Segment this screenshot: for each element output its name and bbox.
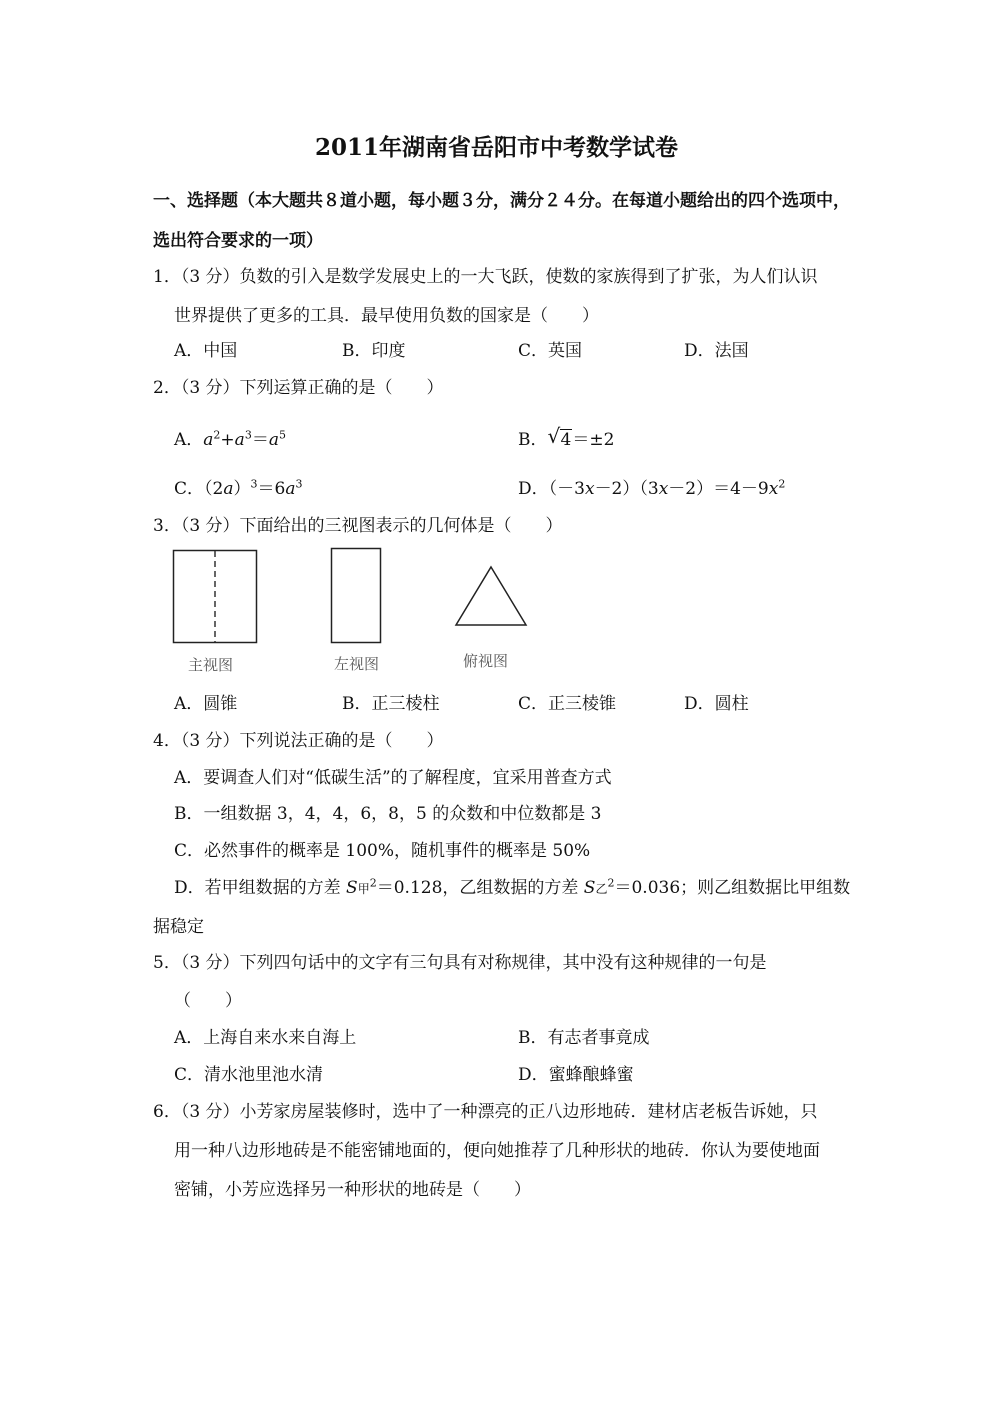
q3-option-b: B．正三棱柱 [342,694,440,714]
q1-stem-line1: 1．（3 分）负数的引入是数学发展史上的一大飞跃，使数的家族得到了扩张，为人们认识 [153,267,818,287]
q6-stem-line1: 6．（3 分）小芳家房屋装修时，选中了一种漂亮的正八边形地砖．建材店老板告诉她，只 [153,1102,818,1122]
q6-stem-line3: 密铺，小芳应选择另一种形状的地砖是（ ） [174,1180,531,1200]
q2-option-a: A．$a^2+a^3=a^5$ [174,428,286,450]
square-root: √ 4 [547,424,572,450]
q2-option-d: D．$(-3x-2)(3x-2)=4-9x^2$ [518,477,786,499]
section-heading-line2: 选出符合要求的一项） [153,231,323,251]
q1-stem-line2: 世界提供了更多的工具．最早使用负数的国家是（ ） [174,306,599,326]
q4-option-c: C．必然事件的概率是 100%，随机事件的概率是 50% [174,841,591,861]
top-view-triangle [456,567,526,625]
q1-option-a: A．中国 [174,341,238,361]
side-view-label: 左视图 [334,655,380,673]
three-view-figure [170,545,540,650]
q5-stem-line2: （ ） [174,991,242,1011]
q2-option-c: C．$(2a)^3=6a^3$ [174,477,303,499]
q4-option-b: B．一组数据 3，4，4，6，8，5 的众数和中位数都是 3 [174,804,602,824]
q3-option-d: D．圆柱 [684,694,749,714]
side-view-rectangle [332,549,381,643]
q4-option-a: A．要调查人们对“低碳生活”的了解程度，宜采用普查方式 [174,768,612,788]
q2-option-b: B． √ 4＝±2 [518,424,615,450]
q5-option-d: D．蜜蜂酿蜂蜜 [518,1065,634,1085]
section-heading-line1: 一、选择题（本大题共８道小题，每小题３分，满分２４分。在每道小题给出的四个选项中， [153,191,850,211]
q3-option-c: C．正三棱锥 [518,694,617,714]
q4-option-d: D．若甲组数据的方差 S甲$^2$＝0.128，乙组数据的方差 S乙$^2$＝0.036；则乙组数据比甲组数 [174,876,851,898]
q3-stem: 3．（3 分）下面给出的三视图表示的几何体是（ ） [153,516,563,536]
q5-option-b: B．有志者事竟成 [518,1028,650,1048]
q6-stem-line2: 用一种八边形地砖是不能密铺地面的，便向她推荐了几种形状的地砖．你认为要使地面 [174,1141,820,1161]
q4-option-d-continued: 据稳定 [153,917,204,937]
q5-stem-line1: 5．（3 分）下列四句话中的文字有三句具有对称规律，其中没有这种规律的一句是 [153,953,767,973]
q1-option-d: D．法国 [684,341,749,361]
q3-option-a: A．圆锥 [174,694,238,714]
q2-stem: 2．（3 分）下列运算正确的是（ ） [153,378,444,398]
q5-option-c: C．清水池里池水清 [174,1065,324,1085]
q1-option-c: C．英国 [518,341,583,361]
q5-option-a: A．上海自来水来自海上 [174,1028,357,1048]
q1-option-b: B．印度 [342,341,406,361]
front-view-label: 主视图 [188,656,234,674]
top-view-label: 俯视图 [463,652,509,670]
q4-stem: 4．（3 分）下列说法正确的是（ ） [153,731,444,751]
page-title: 2011年湖南省岳阳市中考数学试卷 [314,134,678,161]
